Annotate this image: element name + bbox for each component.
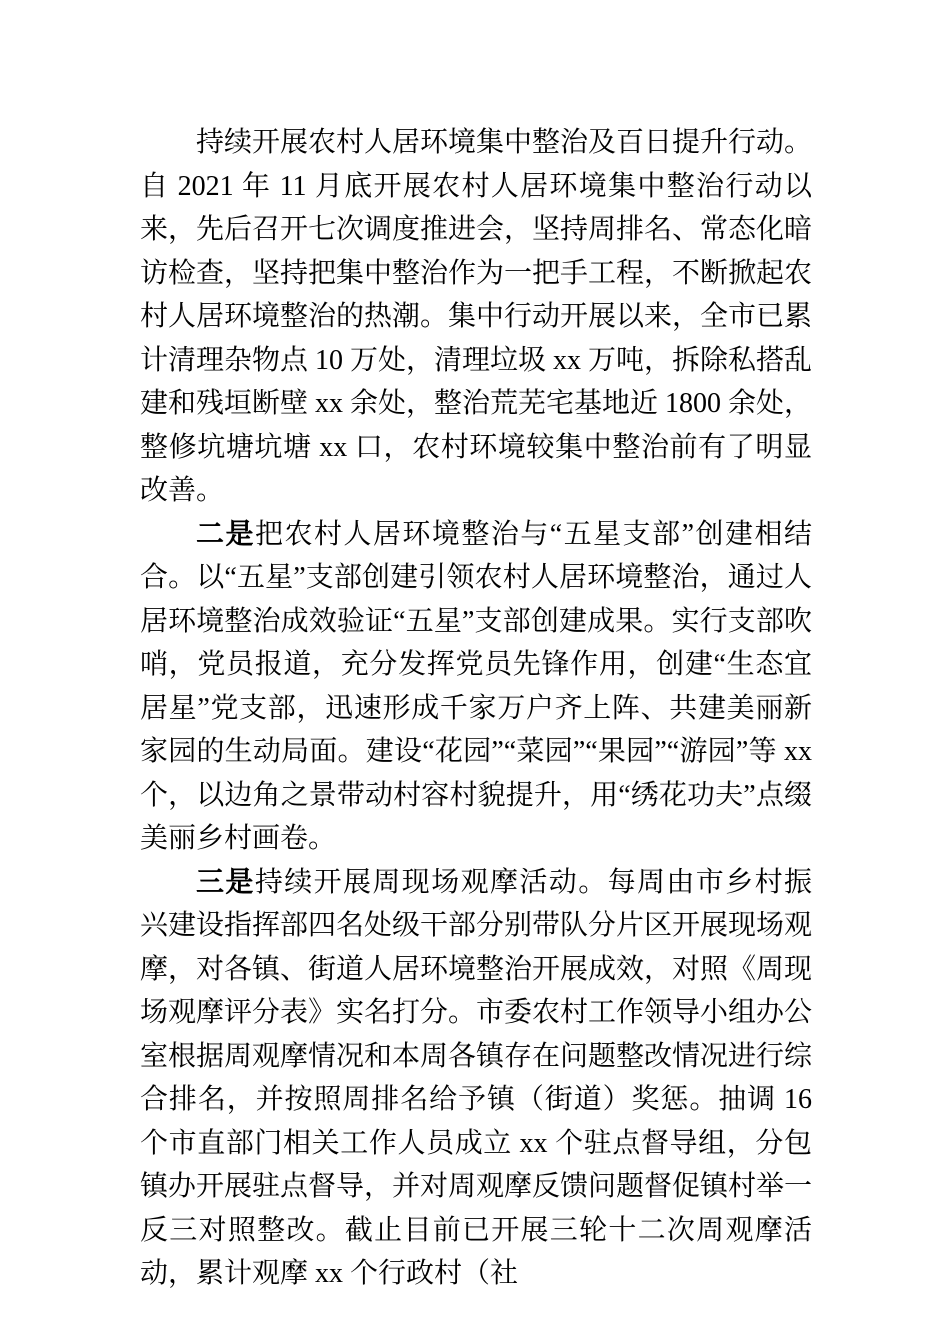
paragraph-lead-emphasis: 三是 [196,866,255,898]
paragraph-text: 持续开展农村人居环境集中整治及百日提升行动。自 2021 年 11 月底开展农村人居环境集中整治行动以来，先后召开七次调度推进会，坚持周排名、常态化暗访检查，坚持把集中整治作为一把手工程，不断掀起农村人居环境整治的热潮。集中行动开展以来，全市已累计清理杂物点 10 万处，清理垃圾 xx 万吨，拆除私搭乱建和残垣断壁 xx 余处，整治荒芜宅基地近 1800 余处，整修坑塘坑塘 xx 口，农村环境较集中整治前有了明显改善。 [140,127,813,506]
document-text-area [140,121,812,1296]
paragraph-lead-emphasis: 二是 [196,518,255,550]
paragraph-text: 持续开展周现场观摩活动。每周由市乡村振兴建设指挥部四名处级干部分别带队分片区开展现场观摩，对各镇、街道人居环境整治开展成效，对照《周现场观摩评分表》实名打分。市委农村工作领导小组办公室根据周观摩情况和本周各镇存在问题整改情况进行综合排名，并按照周排名给予镇（街道）奖惩。抽调 16 个市直部门相关工作人员成立 xx 个驻点督导组，分包镇办开展驻点督导，并对周观摩反馈问题督促镇村举一反三对照整改。截止目前已开展三轮十二次周观摩活动，累计观摩 xx 个行政村（社 [140,866,813,1289]
paragraph-text: 把农村人居环境整治与“五星支部”创建相结合。以“五星”支部创建引领农村人居环境整治，通过人居环境整治成效验证“五星”支部创建成果。实行支部吹哨，党员报道，充分发挥党员先锋作用，创建“生态宜居星”党支部，迅速形成千家万户齐上阵、共建美丽新家园的生动局面。建设“花园”“菜园”“果园”“游园”等 xx 个，以边角之景带动村容村貌提升，用“绣花功夫”点缀美丽乡村画卷。 [140,518,812,854]
paragraph [140,861,812,1296]
paragraph [140,121,812,513]
paragraph [140,513,812,861]
